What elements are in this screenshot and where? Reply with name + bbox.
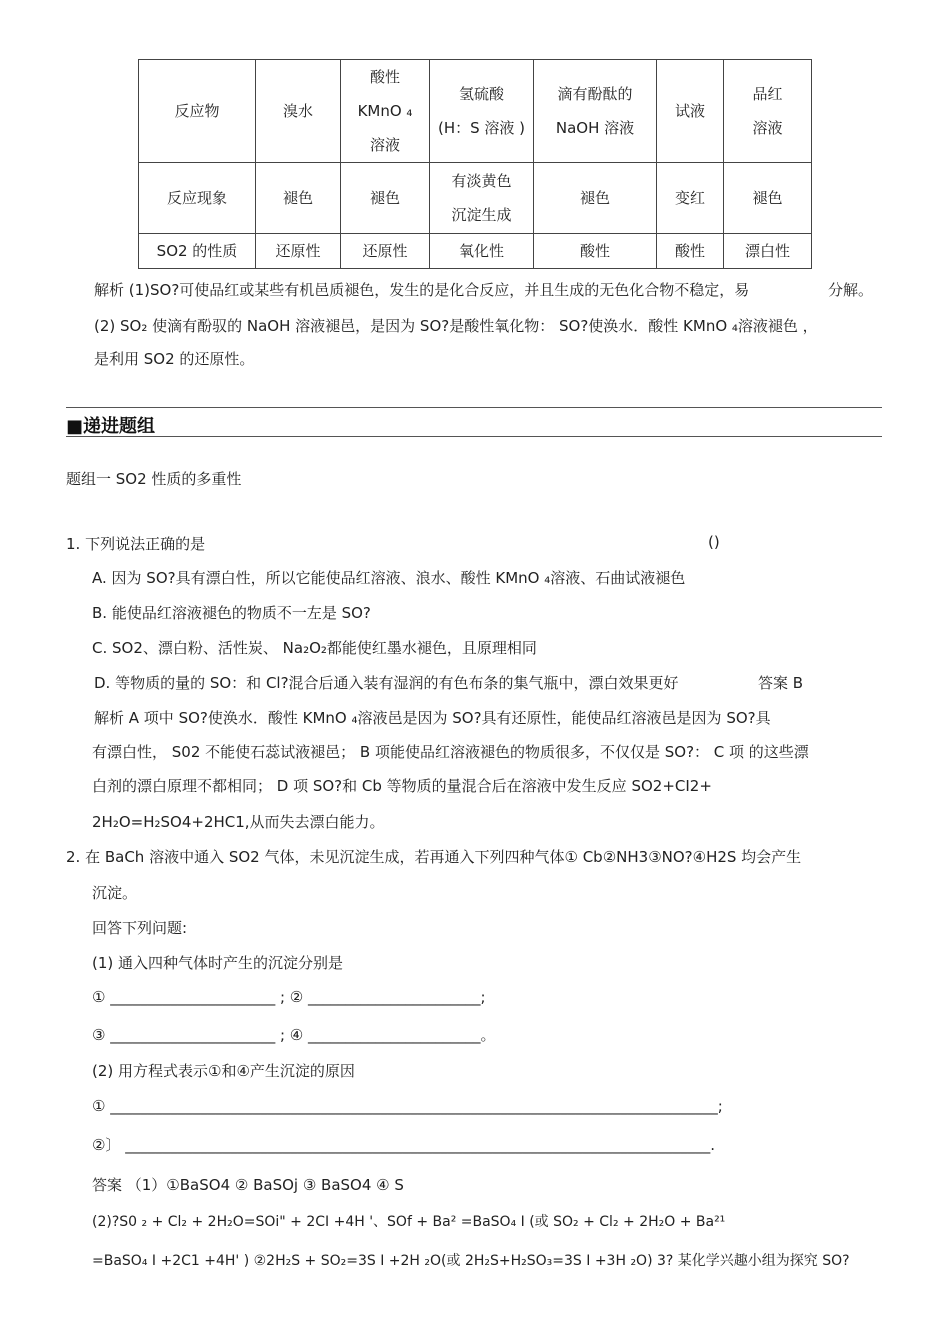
sub-question: (1) 通入四种气体时产生的沉淀分别是 [92,954,344,972]
option-b: B. 能使品红溶液褪色的物质不一左是 SO? [92,604,371,622]
table-row [139,60,812,163]
answer-line: =BaSO₄ I +2C1 +4H' ) ②2H₂S + SO₂=3S I +2H ₂O(或 2H₂S+H₂SO₃=3S I +3H ₂O) 3? 某化学兴趣小组为探究 SO? [92,1253,850,1269]
table-cell: 还原性 [341,234,430,269]
table-cell: 试液 [657,60,724,163]
question-stem: 1. 下列说法正确的是 [66,535,206,553]
table-cell: 氢硫酸 (H：S 溶液 ) [430,60,534,163]
question-stem: 2. 在 BaCh 溶液中通入 SO2 气体，未见沉淀生成，若再通入下列四种气体① Cb②NH3③NO?④H2S 均会产生 [66,848,802,866]
fill-blank-line: ③ ______________________ ; ④ _______________________。 [92,1026,496,1044]
table-cell: 有淡黄色 沉淀生成 [430,163,534,234]
analysis-line: (2) SO₂ 使滴有酚驭的 NaOH 溶液褪邑，是因为 SO?是酸性氧化物： SO?使涣水．酸性 KMnO ₄溶液褪色 ， [94,317,818,335]
question-stem-cont: 沉淀。 [92,884,138,902]
reaction-table [138,59,812,269]
explanation-line: 有漂白性， S02 不能使石蕊试液褪邑； B 项能使品红溶液褪色的物质很多，不仅仅是 SO?： C 项 的这些漂 [92,743,809,761]
table-cell: 反应现象 [139,163,256,234]
explanation-line: 解析 A 项中 SO?使涣水．酸性 KMnO ₄溶液邑是因为 SO?具有还原性，能使品红溶液邑是因为 SO?具 [94,709,771,727]
table-cell: 褪色 [256,163,341,234]
sub-question: (2) 用方程式表示①和④产生沉淀的原因 [92,1062,355,1080]
table-cell: 酸性 [534,234,657,269]
equation-blank: ②〕 ______________________________________________________________________________. [92,1136,715,1154]
table-cell: SO2 的性质 [139,234,256,269]
answer-label: 答案 B [758,674,804,692]
table-row [139,163,812,234]
equation-blank: ① _________________________________________________________________________________; [92,1097,723,1115]
section-rule-bottom [66,436,882,437]
table-cell: 还原性 [256,234,341,269]
table-cell: 滴有酚酞的 NaOH 溶液 [534,60,657,163]
answer-line: (2)?S0 ₂ + Cl₂ + 2H₂O=SOi" + 2CI +4H '、SOf + Ba² =BaSO₄ I (或 SO₂ + Cl₂ + 2H₂O + Ba²¹ [92,1214,726,1230]
section-heading: ■递进题组 [66,416,156,437]
question-prompt: 回答下列问题: [92,919,188,937]
explanation-line: 白剂的漂白原理不都相同； D 项 SO?和 Cb 等物质的量混合后在溶液中发生反应 SO2+CI2+ [92,777,712,795]
table-cell: 氧化性 [430,234,534,269]
analysis-line-end: 分解。 [828,281,874,299]
option-a: A. 因为 SO?具有漂白性，所以它能使品红溶液、浪水、酸性 KMnO ₄溶液、石曲试液褪色 [92,569,686,587]
analysis-line: 解析 (1)SO?可使品红或某些有机邑质褪色，发生的是化合反应，并且生成的无色化合物不稳定，易 [94,281,750,299]
answer-paren: () [708,533,720,551]
explanation-line: 2H₂O=H₂SO4+2HC1,从而失去漂白能力。 [92,813,385,831]
table-cell: 褪色 [341,163,430,234]
answer-line: 答案 （1）①BaSO4 ② BaSOj ③ BaSO4 ④ S [92,1176,404,1194]
table-cell: 酸性 KMnO ₄ 溶液 [341,60,430,163]
table-cell: 变红 [657,163,724,234]
table-cell: 酸性 [657,234,724,269]
table-cell: 褪色 [534,163,657,234]
fill-blank-line: ① ______________________ ; ② _______________________; [92,988,486,1006]
table-row [139,234,812,269]
table-cell: 漂白性 [724,234,812,269]
group-title: 题组一 SO2 性质的多重性 [66,470,242,488]
table-cell: 反应物 [139,60,256,163]
option-c: C. SO2、漂白粉、活性炭、 Na₂O₂都能使红墨水褪色，且原理相同 [92,639,537,657]
table-cell: 褪色 [724,163,812,234]
section-rule-top [66,407,882,408]
option-d: D. 等物质的量的 SO：和 Cl?混合后通入装有湿润的有色布条的集气瓶中，漂白效果更好 [94,674,679,692]
table-cell: 品红 溶液 [724,60,812,163]
table-cell: 溴水 [256,60,341,163]
analysis-line: 是利用 SO2 的还原性。 [94,350,255,368]
